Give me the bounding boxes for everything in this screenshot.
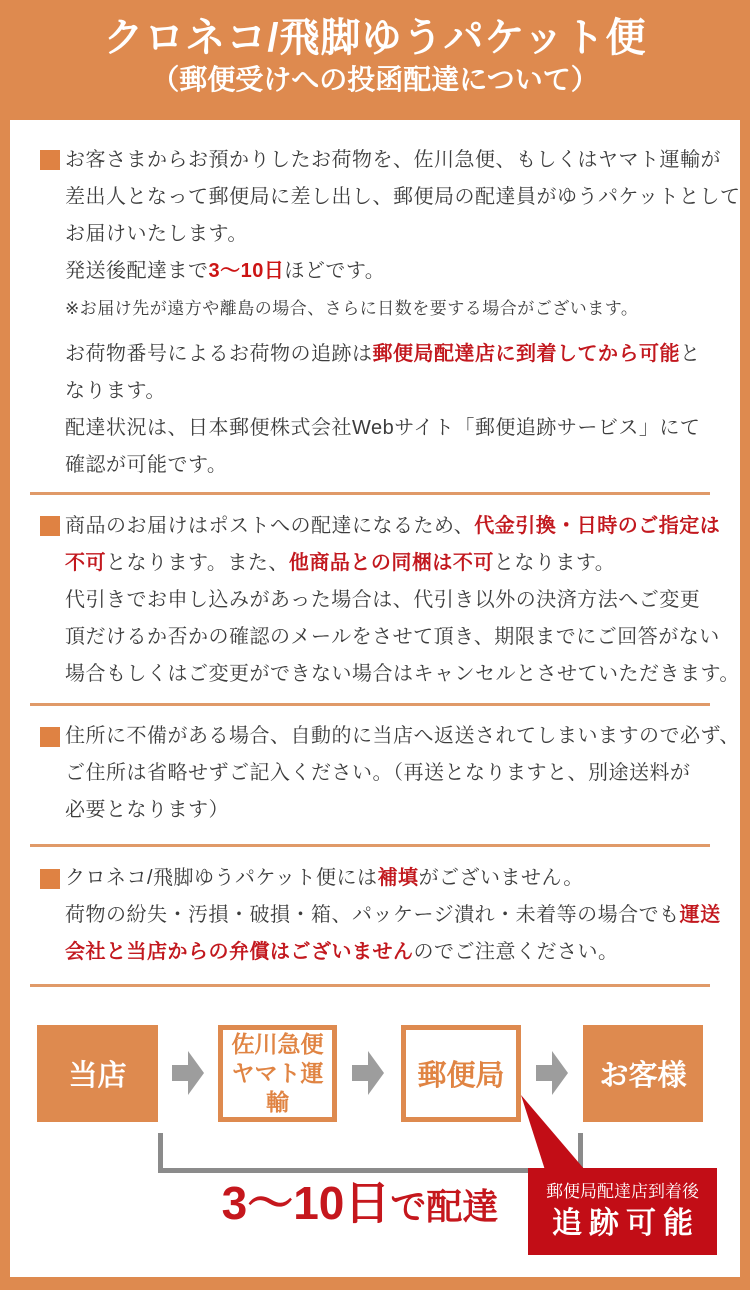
delivery-duration-caption — [140, 1177, 580, 1238]
page-title: クロネコ/飛脚ゆうパケット便 — [103, 16, 647, 60]
body-text: 代引きでお申し込みがあった場合は、代引き以外の決済方法へご変更 — [65, 589, 701, 611]
highlight-text: 郵便局配達店に到着してから可能 — [372, 343, 680, 365]
carrier-line-sagawa: 佐川急便 — [231, 1031, 324, 1057]
flow-box-post-office-label: 郵便局 — [417, 1060, 505, 1092]
body-text: 確認が可能です。 — [65, 454, 228, 476]
text-line — [65, 934, 725, 971]
body-text: ※お届け先が遠方や離島の場合、さらに日数を要する場合がございます。 — [65, 299, 639, 318]
page-subtitle: （郵便受けへの投函配達について） — [151, 64, 599, 95]
body-text: ほどです。 — [284, 260, 386, 282]
section-divider — [30, 844, 710, 847]
bullet-square-icon — [40, 150, 60, 170]
text-line — [65, 253, 725, 290]
text-line — [65, 860, 725, 897]
body-text: 配達状況は、日本郵便株式会社Webサイト「郵便追跡サービス」にて — [65, 417, 701, 439]
body-text: なります。 — [65, 380, 166, 402]
duration-suffix: で配達 — [390, 1186, 499, 1227]
body-text: 差出人となって郵便局に差し出し、郵便局の配達員がゆうパケットとして — [65, 186, 741, 208]
flow-box-customer-label: お客様 — [599, 1060, 687, 1092]
duration-days: 3〜10日 — [221, 1177, 391, 1229]
body-text: お届けいたします。 — [65, 223, 248, 245]
flow-box-carriers-label — [223, 1030, 332, 1117]
paragraph-address-warning — [65, 718, 740, 829]
text-line — [65, 718, 740, 755]
bullet-square-icon — [40, 727, 60, 747]
callout-pointer-icon — [500, 1090, 630, 1175]
paragraph-pickup-delivery — [65, 142, 741, 327]
body-text: 住所に不備がある場合、自動的に当店へ返送されてしまいますので必ず、 — [65, 725, 740, 747]
highlight-text: 補填 — [377, 867, 419, 889]
tracking-callout — [528, 1168, 717, 1255]
text-line — [65, 142, 725, 179]
paragraph-tracking — [65, 336, 725, 484]
highlight-text: 3〜10日 — [208, 260, 285, 282]
right-arrow-icon — [536, 1051, 568, 1095]
body-text: お客さまからお預かりしたお荷物を、佐川急便、もしくはヤマト運輸が — [65, 149, 721, 171]
flow-box-shop — [37, 1025, 158, 1122]
body-text: 発送後配達まで — [65, 260, 209, 282]
text-line — [65, 447, 725, 484]
body-text: 荷物の紛失・汚損・破損・箱、パッケージ潰れ・未着等の場合でも — [65, 904, 680, 926]
text-line — [65, 792, 725, 829]
right-arrow-icon — [352, 1051, 384, 1095]
text-line — [65, 216, 725, 253]
highlight-text: 会社と当店からの弁償はございません — [65, 941, 414, 963]
body-text: のでご注意ください。 — [413, 941, 619, 963]
body-text: となります。 — [493, 552, 616, 574]
flow-box-carriers — [218, 1025, 337, 1122]
body-text: ご住所は省略せずご記入ください。（再送となりますと、別途送料が — [65, 762, 691, 784]
text-line — [65, 656, 740, 693]
duration-bracket — [158, 1133, 163, 1173]
text-line — [65, 410, 725, 447]
text-line — [65, 897, 725, 934]
section-divider — [30, 703, 710, 706]
highlight-text: 運送 — [679, 904, 721, 926]
text-line — [65, 179, 741, 216]
body-text: 必要となります） — [65, 799, 229, 821]
body-text: お荷物番号によるお荷物の追跡は — [65, 343, 373, 365]
body-text: 頂だけるか否かの確認のメールをさせて頂き、期限までにご回答がない — [65, 626, 720, 648]
paragraph-post-restrictions — [65, 508, 740, 693]
paragraph-no-compensation — [65, 860, 725, 971]
text-line — [65, 545, 725, 582]
text-line — [65, 755, 725, 792]
text-line — [65, 373, 725, 410]
bullet-square-icon — [40, 516, 60, 536]
bullet-square-icon — [40, 869, 60, 889]
highlight-text: 代金引換・日時のご指定は — [474, 515, 721, 537]
body-text: クロネコ/飛脚ゆうパケット便には — [65, 867, 378, 889]
body-text: 商品のお届けはポストへの配達になるため、 — [65, 515, 475, 537]
text-line — [65, 336, 725, 373]
highlight-text: 他商品との同梱は不可 — [288, 552, 494, 574]
text-line — [65, 582, 725, 619]
highlight-text: 不可 — [65, 552, 106, 574]
carrier-line-yamato: ヤマト運輸 — [231, 1060, 324, 1115]
body-text: 場合もしくはご変更ができない場合はキャンセルとさせていただきます。 — [65, 663, 740, 685]
text-line — [65, 619, 725, 656]
body-text: がございません。 — [418, 867, 584, 889]
tracking-callout-condition: 郵便局配達店到着後 — [546, 1182, 699, 1201]
body-text: となります。また、 — [106, 552, 289, 574]
section-divider — [30, 492, 710, 495]
header-banner — [0, 0, 750, 120]
tracking-callout-main: 追跡可能 — [552, 1207, 700, 1240]
flow-box-shop-label: 当店 — [68, 1060, 127, 1092]
text-line — [65, 508, 725, 545]
right-arrow-icon — [172, 1051, 204, 1095]
section-divider — [30, 984, 710, 987]
body-text: と — [680, 343, 701, 365]
text-line — [65, 290, 725, 327]
